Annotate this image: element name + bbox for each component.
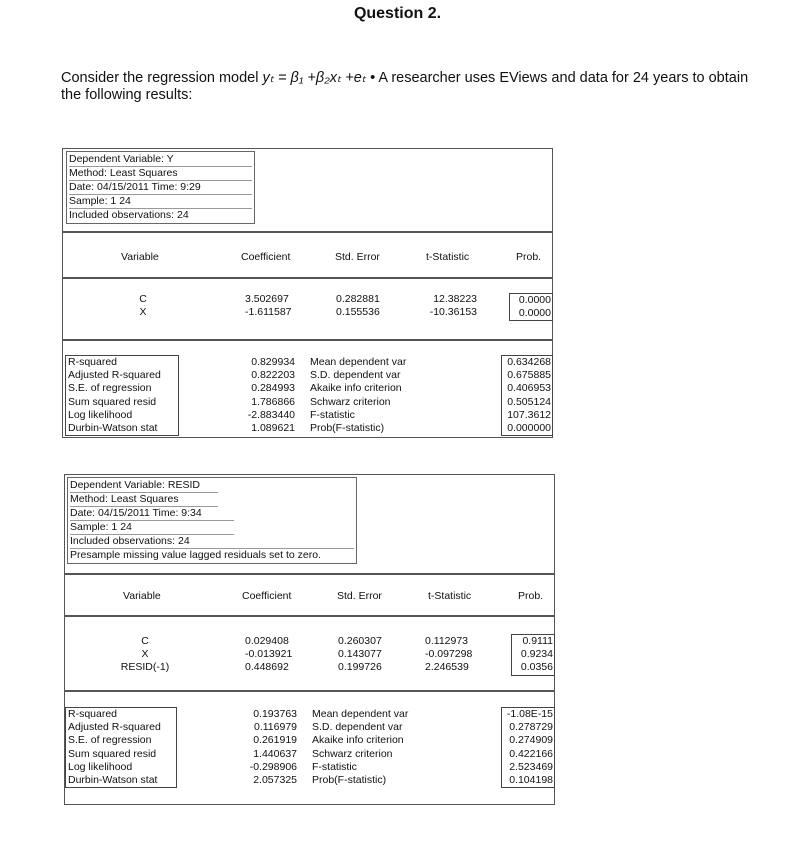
stat-label: Prob(F-statistic)	[310, 422, 385, 435]
table1-col-coefficient: Coefficient	[241, 251, 291, 263]
table-cell: RESID(-1)	[120, 661, 170, 674]
table-cell: 0.155536	[336, 306, 380, 319]
table2-row-t	[425, 635, 472, 675]
stat-label: Durbin-Watson stat	[68, 774, 158, 787]
table-cell: 0.9111	[522, 635, 553, 647]
table2-dependent-variable: Dependent Variable: RESID	[70, 479, 218, 493]
table-cell: 0.448692	[245, 661, 289, 674]
table2-separator-mid	[65, 615, 554, 617]
stat-value: 0.274909	[509, 734, 553, 747]
table2-sample: Sample: 1 24	[70, 521, 234, 535]
stat-label: Log likelihood	[68, 408, 133, 421]
table2-stats-right-labels	[312, 708, 408, 787]
table1-row-var	[123, 293, 163, 319]
stat-value: 0.116979	[253, 721, 297, 734]
table2-stats-left-labels	[65, 707, 177, 788]
table1-separator-bottom	[63, 339, 552, 341]
stat-label: F-statistic	[312, 760, 357, 773]
table-cell: 0.143077	[338, 648, 382, 661]
table2-row-se	[338, 635, 382, 675]
table-cell: -0.013921	[245, 648, 293, 661]
stat-label: Sum squared resid	[68, 395, 157, 408]
table-cell: 0.0356	[520, 661, 553, 674]
eviews-output-table-1	[62, 148, 553, 438]
table1-row-t	[413, 293, 477, 319]
table1-date: Date: 04/15/2011 Time: 9:29	[69, 181, 252, 195]
table2-separator-bottom	[65, 690, 554, 692]
stat-value: 0.193763	[253, 708, 297, 720]
table2-col-std-error: Std. Error	[337, 590, 382, 602]
stat-label: Prob(F-statistic)	[312, 774, 387, 787]
stat-value: 0.406953	[507, 382, 551, 395]
stat-value: 0.278729	[509, 721, 553, 734]
stat-value: 0.284993	[251, 382, 295, 395]
table1-row-coef	[245, 293, 292, 319]
table-cell: -10.36153	[429, 306, 477, 319]
table2-row-coef	[245, 635, 292, 675]
stat-value: 0.634268	[507, 356, 551, 368]
stat-value: 0.675885	[507, 369, 551, 382]
table-cell: C	[139, 293, 147, 305]
table-cell: -0.097298	[425, 648, 473, 661]
table-cell: 0.112973	[425, 635, 469, 647]
table2-col-t-statistic: t-Statistic	[428, 590, 472, 602]
stat-label: S.D. dependent var	[312, 721, 403, 734]
table2-stats-left-values	[241, 708, 297, 787]
stat-label: S.E. of regression	[68, 734, 152, 747]
table2-col-coefficient: Coefficient	[242, 590, 292, 602]
table2-separator-top	[65, 573, 554, 575]
table2-date: Date: 04/15/2011 Time: 9:34	[70, 507, 234, 521]
stat-value: 0.104198	[509, 774, 553, 787]
table-cell: 0.260307	[338, 635, 382, 647]
stat-label: S.D. dependent var	[310, 369, 401, 382]
stat-label: Schwarz criterion	[312, 747, 393, 760]
table1-col-prob: Prob.	[516, 251, 542, 263]
stat-value: 0.261919	[253, 734, 297, 747]
table-cell: -1.611587	[245, 306, 292, 319]
stat-label: Akaike info criterion	[310, 382, 402, 395]
table-cell: 0.0000	[518, 307, 551, 320]
table1-row-se	[336, 293, 380, 319]
table1-stats-right-values	[501, 355, 553, 436]
table-cell: X	[141, 648, 149, 661]
table2-row-p	[511, 634, 555, 676]
table1-col-t-statistic: t-Statistic	[426, 251, 470, 263]
table2-stats-right-values	[501, 707, 555, 788]
stat-value: 1.786866	[251, 395, 295, 408]
table1-col-std-error: Std. Error	[335, 251, 380, 263]
table2-row-var	[105, 635, 185, 675]
table1-separator-mid	[63, 277, 552, 279]
table-cell: 0.029408	[245, 635, 289, 647]
stat-label: F-statistic	[310, 408, 355, 421]
stat-value: 0.422166	[509, 747, 553, 760]
stat-value: 1.089621	[251, 422, 295, 435]
table-cell: 0.282881	[336, 293, 380, 305]
stat-label: Durbin-Watson stat	[68, 422, 158, 435]
table2-method: Method: Least Squares	[70, 493, 218, 507]
stat-label: R-squared	[68, 708, 118, 720]
table-cell: 3.502697	[245, 293, 289, 305]
eviews-output-table-2	[64, 474, 555, 805]
table2-col-prob: Prob.	[518, 590, 544, 602]
table1-row-p	[509, 293, 553, 321]
stat-value: 107.3612	[507, 408, 551, 421]
stat-value: 1.440637	[253, 747, 297, 760]
table1-sample: Sample: 1 24	[69, 195, 252, 209]
stat-value: 0.822203	[251, 369, 295, 382]
intro-text-part2: • A researcher uses EViews and data for 24 years to obtain the following results:	[61, 70, 749, 103]
stat-value: 2.523469	[509, 760, 553, 773]
question-title: Question 2.	[353, 5, 442, 22]
table-cell: 0.199726	[338, 661, 382, 674]
table-cell: C	[141, 635, 149, 647]
stat-value: -2.883440	[247, 408, 295, 421]
table-cell: 0.9234	[520, 648, 553, 661]
table1-dependent-variable: Dependent Variable: Y	[69, 153, 252, 167]
table1-method: Method: Least Squares	[69, 167, 252, 181]
table1-stats-left-labels	[65, 355, 179, 436]
table2-presample-note: Presample missing value lagged residuals set to zero.	[70, 549, 321, 561]
table2-header	[67, 477, 357, 564]
table1-col-variable: Variable	[121, 251, 159, 263]
table1-separator-top	[63, 231, 552, 233]
intro-paragraph	[61, 70, 751, 104]
stat-value: 0.505124	[507, 395, 551, 408]
stat-label: Mean dependent var	[310, 356, 407, 368]
stat-label: Log likelihood	[68, 760, 133, 773]
stat-label: Mean dependent var	[312, 708, 409, 720]
stat-label: Schwarz criterion	[310, 395, 391, 408]
table-cell: X	[139, 306, 147, 319]
table1-observations: Included observations: 24	[69, 209, 189, 221]
stat-value: 2.057325	[253, 774, 297, 787]
stat-label: R-squared	[68, 356, 118, 368]
table2-observations: Included observations: 24	[70, 535, 354, 549]
table1-stats-left-values	[239, 356, 295, 435]
table2-col-variable: Variable	[123, 590, 161, 602]
table-cell: 0.0000	[518, 294, 551, 306]
table1-header	[66, 151, 255, 224]
stat-label: Adjusted R-squared	[68, 721, 161, 734]
stat-label: Sum squared resid	[68, 747, 157, 760]
stat-label: Adjusted R-squared	[68, 369, 161, 382]
stat-value: 0.829934	[251, 356, 295, 368]
intro-text-part1: Consider the regression model	[61, 70, 263, 86]
regression-model: yₜ = β₁ +β₂xₜ +eₜ	[262, 70, 367, 86]
table1-stats-right-labels	[310, 356, 406, 435]
stat-value: -1.08E-15	[506, 708, 553, 720]
stat-label: Akaike info criterion	[312, 734, 404, 747]
stat-value: 0.000000	[507, 422, 551, 435]
table-cell: 12.38223	[433, 293, 477, 305]
stat-label: S.E. of regression	[68, 382, 152, 395]
table-cell: 2.246539	[425, 661, 469, 674]
stat-value: -0.298906	[249, 760, 297, 773]
